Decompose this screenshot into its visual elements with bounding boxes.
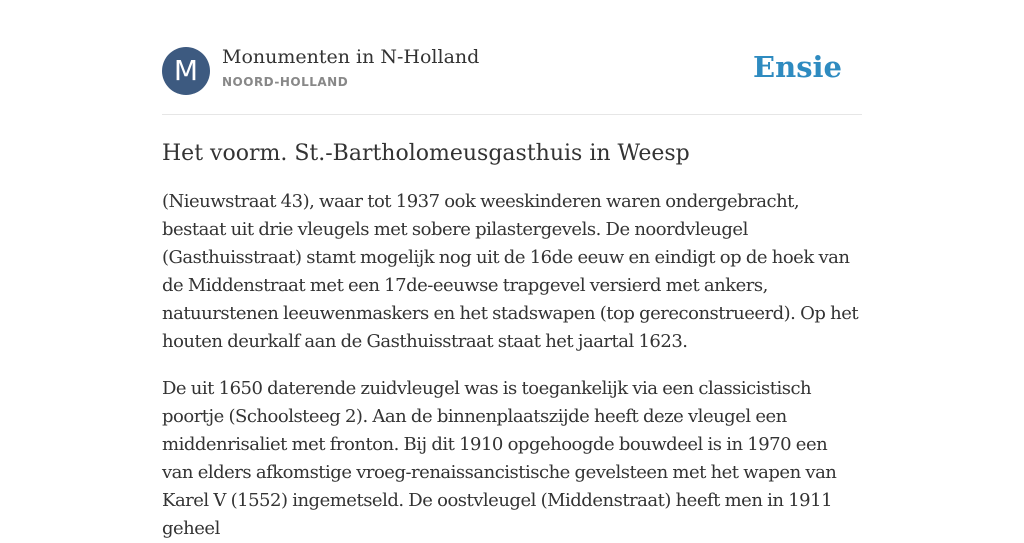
- publication-subtitle: NOORD-HOLLAND: [222, 75, 349, 89]
- page-container: [162, 0, 862, 543]
- article-paragraph-1: (Nieuwstraat 43), waar tot 1937 ook weeskinderen waren ondergebracht, bestaat uit drie vleugels met sobere pilastergevels. De noordvleugel (Gasthuisstraat) stamt mogelijk nog uit de 16de eeuw en eindigt op de hoek van de Middenstraat met een 17de-eeuwse trapgevel versierd met ankers, natuurstenen leeuwenmaskers en het stadswapen (top gereconstrueerd). Op het houten deurkalf aan de Gasthuisstraat staat het jaartal 1623.: [162, 191, 859, 352]
- article-paragraph-2: De uit 1650 daterende zuidvleugel was is toegankelijk via een classicistisch poortje (Schoolsteeg 2). Aan de binnenplaatszijde heeft deze vleugel een middenrisaliet met fronton. Bij dit 1910 opgehoogde bouwdeel is in 1970 een van elders afkomstige vroeg-renaissancistische gevelsteen met het wapen van Karel V (1552) ingemetseld. De oostvleugel (Middenstraat) heeft men in 1911 geheel: [162, 378, 837, 539]
- header: [162, 0, 862, 115]
- article-title: Het voorm. St.-Bartholomeusgasthuis in Weesp: [162, 141, 690, 166]
- publication-title[interactable]: Monumenten in N-Holland: [222, 46, 480, 68]
- avatar[interactable]: M: [162, 47, 210, 95]
- ensie-logo[interactable]: Ensie: [753, 50, 842, 84]
